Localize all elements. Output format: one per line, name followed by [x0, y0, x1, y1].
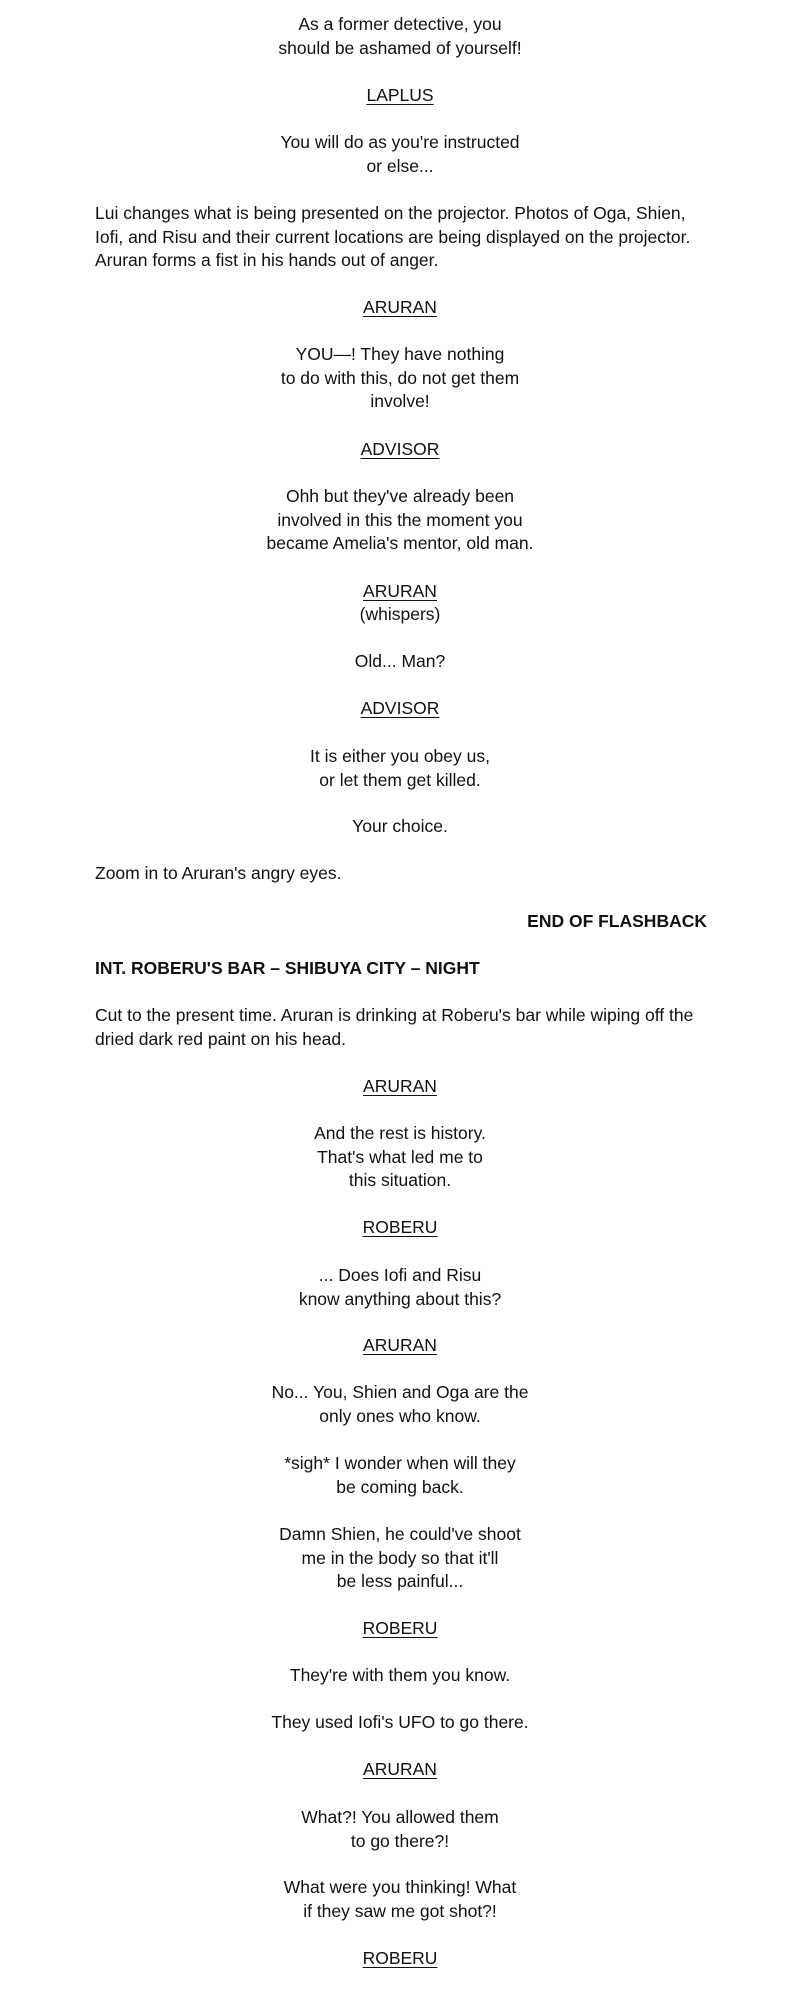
dialogue-block: And the rest is history. That's what led me to this situation. — [314, 1123, 486, 1191]
character-name: ROBERU — [362, 1217, 438, 1237]
dialogue-block: Your choice. — [352, 816, 448, 836]
dialogue-block: YOU—! They have nothing to do with this, do not get them involve! — [280, 344, 520, 412]
dialogue-block: Old... Man? — [354, 651, 446, 671]
dialogue-block: It is either you obey us, or let them get killed. — [310, 746, 490, 790]
transition: END OF FLASHBACK — [527, 911, 707, 931]
character-name: ROBERU — [362, 1948, 438, 1968]
character-name: ARURAN — [363, 1076, 437, 1096]
dialogue-block: You will do as you're instructed or else... — [280, 132, 520, 176]
action-paragraph: Zoom in to Aruran's angry eyes. — [95, 863, 342, 883]
dialogue-block: No... You, Shien and Oga are the only ones who know. — [271, 1382, 529, 1426]
character-name: ARURAN — [363, 297, 437, 317]
character-name: ADVISOR — [360, 698, 440, 718]
character-name: ARURAN — [363, 1759, 437, 1779]
character-name: LAPLUS — [366, 85, 434, 105]
dialogue-block: What?! You allowed them to go there?! — [301, 1807, 499, 1851]
character-name: ADVISOR — [360, 439, 440, 459]
dialogue-block: Ohh but they've already been involved in this the moment you became Amelia's mentor, old man. — [266, 486, 534, 554]
action-paragraph: Cut to the present time. Aruran is drinking at Roberu's bar while wiping off the dried dark red paint on his head. — [95, 1005, 694, 1049]
parenthetical: (whispers) — [359, 604, 441, 624]
dialogue-block: Damn Shien, he could've shoot me in the body so that it'll be less painful... — [279, 1524, 521, 1592]
dialogue-block: As a former detective, you should be ashamed of yourself! — [278, 14, 522, 58]
dialogue-block: *sigh* I wonder when will they be coming back. — [284, 1453, 516, 1497]
character-name: ARURAN — [363, 1335, 437, 1355]
character-name: ARURAN — [363, 581, 437, 601]
scene-heading: INT. ROBERU'S BAR – SHIBUYA CITY – NIGHT — [95, 958, 480, 978]
action-paragraph: Lui changes what is being presented on the projector. Photos of Oga, Shien, Iofi, and Risu and their current locations are being displayed on the projector. Aruran forms a fist in his hands out of anger. — [95, 203, 691, 271]
dialogue-block: What were you thinking! What if they saw me got shot?! — [283, 1877, 517, 1921]
dialogue-block: They used Iofi's UFO to go there. — [271, 1712, 529, 1732]
character-name: ROBERU — [362, 1618, 438, 1638]
dialogue-block: ... Does Iofi and Risu know anything about this? — [298, 1265, 502, 1309]
dialogue-block: They're with them you know. — [289, 1665, 511, 1685]
